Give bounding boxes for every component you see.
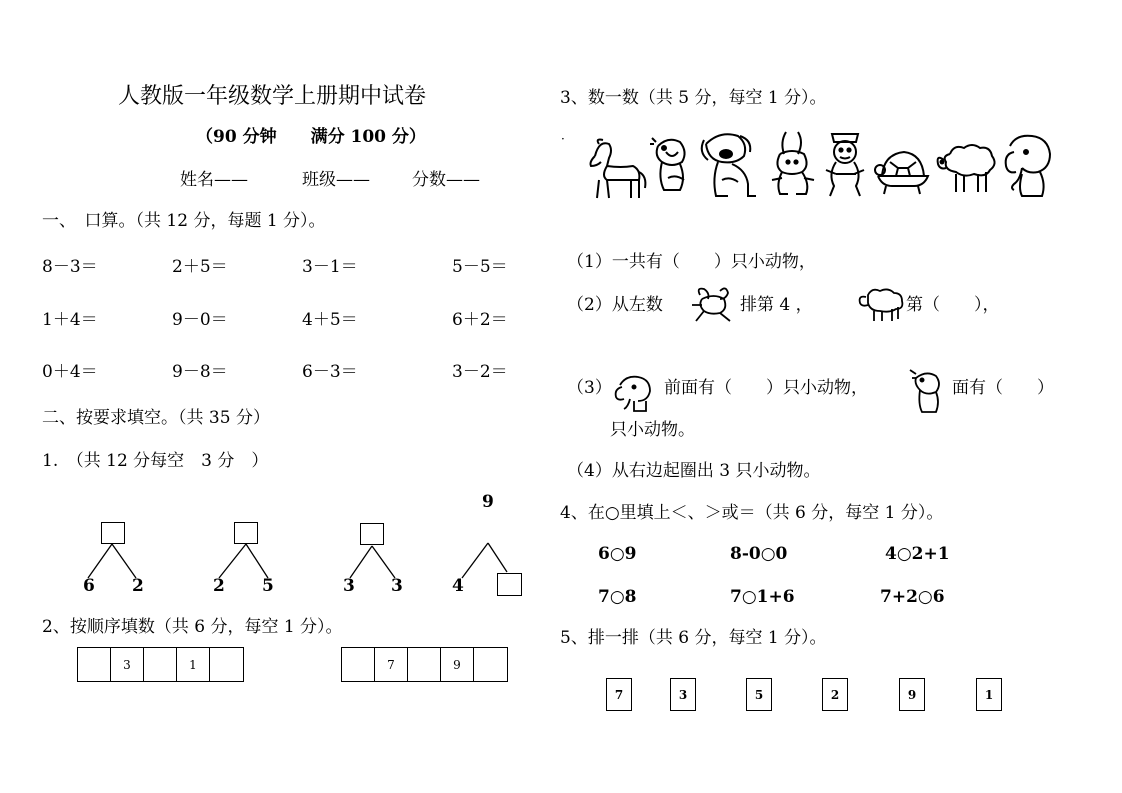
- compare-item: 7○8: [598, 587, 637, 607]
- count-question-3-middle: 前面有（ ）只小动物，: [664, 378, 868, 398]
- split-tree-lines: [0, 0, 600, 620]
- score-field: 分数——: [412, 170, 480, 190]
- sequence-cell[interactable]: [408, 648, 441, 681]
- class-field: 班级——: [302, 170, 370, 190]
- sequence-cell: 7: [375, 648, 408, 681]
- tree-number: 3: [343, 576, 355, 596]
- arith-item: 2＋5＝: [172, 257, 228, 277]
- arith-item: 5－5＝: [452, 257, 508, 277]
- sequence-grid: [341, 647, 508, 682]
- section-3-heading: 3、数一数（共 5 分，每空 1 分）。: [560, 88, 827, 108]
- section-5-heading: 5、排一排（共 6 分，每空 1 分）。: [560, 628, 827, 648]
- compare-item: 7+2○6: [880, 587, 945, 607]
- page-title: 人教版一年级数学上册期中试卷: [118, 84, 427, 109]
- sequence-cell: 1: [177, 648, 210, 681]
- arith-item: 3－1＝: [302, 257, 358, 277]
- answer-box[interactable]: [234, 522, 258, 544]
- compare-item: 6○9: [598, 544, 637, 564]
- arith-item: 9－0＝: [172, 310, 228, 330]
- rabbit-icon: [690, 285, 738, 325]
- arith-item: 0＋4＝: [42, 362, 98, 382]
- elephant-icon: [1000, 132, 1054, 200]
- arith-item: 4＋5＝: [302, 310, 358, 330]
- arith-item: 6－3＝: [302, 362, 358, 382]
- count-question-1: （1）一共有（ ）只小动物，: [567, 252, 816, 272]
- tree-number: 2: [132, 576, 144, 596]
- answer-box[interactable]: [360, 523, 384, 545]
- tree-number: 2: [213, 576, 225, 596]
- sequence-cell[interactable]: [78, 648, 111, 681]
- arith-item: 9－8＝: [172, 362, 228, 382]
- answer-box[interactable]: [101, 522, 125, 544]
- sequence-cell[interactable]: [210, 648, 243, 681]
- sheep-icon: [858, 285, 906, 323]
- compare-item: 7○1+6: [730, 587, 795, 607]
- sequence-cell[interactable]: [342, 648, 375, 681]
- sequence-cell: 3: [111, 648, 144, 681]
- name-field: 姓名——: [180, 170, 248, 190]
- question-2-label: 2、按顺序填数（共 6 分，每空 1 分）。: [42, 617, 343, 637]
- number-card: 5: [746, 678, 772, 711]
- elephant-icon: [612, 373, 656, 413]
- rabbit-icon: [768, 128, 818, 200]
- tree-number: 6: [83, 576, 95, 596]
- compare-item: 4○2+1: [885, 544, 950, 564]
- number-card: 1: [976, 678, 1002, 711]
- tree-number: 9: [482, 492, 494, 512]
- count-question-2-end: 第（ ），: [906, 295, 1000, 315]
- sequence-cell[interactable]: [474, 648, 507, 681]
- number-card: 7: [606, 678, 632, 711]
- count-question-3-start: （3）: [567, 378, 612, 398]
- sheep-icon: [934, 140, 1000, 196]
- tree-number: 3: [391, 576, 403, 596]
- section-1-heading: 一、 口算。（共 12 分，每题 1 分）。: [42, 211, 326, 231]
- section-4-heading: 4、在○里填上＜、＞或＝（共 6 分，每空 1 分）。: [560, 503, 944, 523]
- tortoise-icon: [874, 146, 930, 196]
- question-1-label: 1. （共 12 分每空 3 分 ）: [42, 451, 269, 471]
- monkey-icon: [820, 130, 870, 200]
- tree-number: 5: [262, 576, 274, 596]
- arith-item: 1＋4＝: [42, 310, 98, 330]
- count-question-2-middle: 排第 4 ，: [740, 295, 813, 315]
- answer-box[interactable]: [497, 573, 522, 596]
- subtitle: （90 分钟 满分 100 分）: [196, 127, 426, 147]
- horse-icon: [585, 136, 647, 202]
- arith-item: 8－3＝: [42, 257, 98, 277]
- sequence-cell: 9: [441, 648, 474, 681]
- count-question-3-tail: 只小动物。: [610, 420, 695, 440]
- dog-icon: [698, 130, 762, 202]
- section-2-heading: 二、按要求填空。（共 35 分）: [42, 408, 270, 428]
- compare-item: 8-0○0: [730, 544, 788, 564]
- count-question-3-end: 面有（ ）: [952, 378, 1054, 398]
- count-question-2-start: （2）从左数: [567, 295, 663, 315]
- dog-icon: [908, 368, 952, 416]
- tree-number: 4: [452, 576, 464, 596]
- dot-mark: ·: [561, 132, 565, 146]
- sequence-grid: [77, 647, 244, 682]
- number-card: 9: [899, 678, 925, 711]
- dog-icon: [648, 134, 696, 196]
- arith-item: 6＋2＝: [452, 310, 508, 330]
- sequence-cell[interactable]: [144, 648, 177, 681]
- arith-item: 3－2＝: [452, 362, 508, 382]
- number-card: 3: [670, 678, 696, 711]
- count-question-4: （4）从右边起圈出 3 只小动物。: [567, 461, 821, 481]
- number-card: 2: [822, 678, 848, 711]
